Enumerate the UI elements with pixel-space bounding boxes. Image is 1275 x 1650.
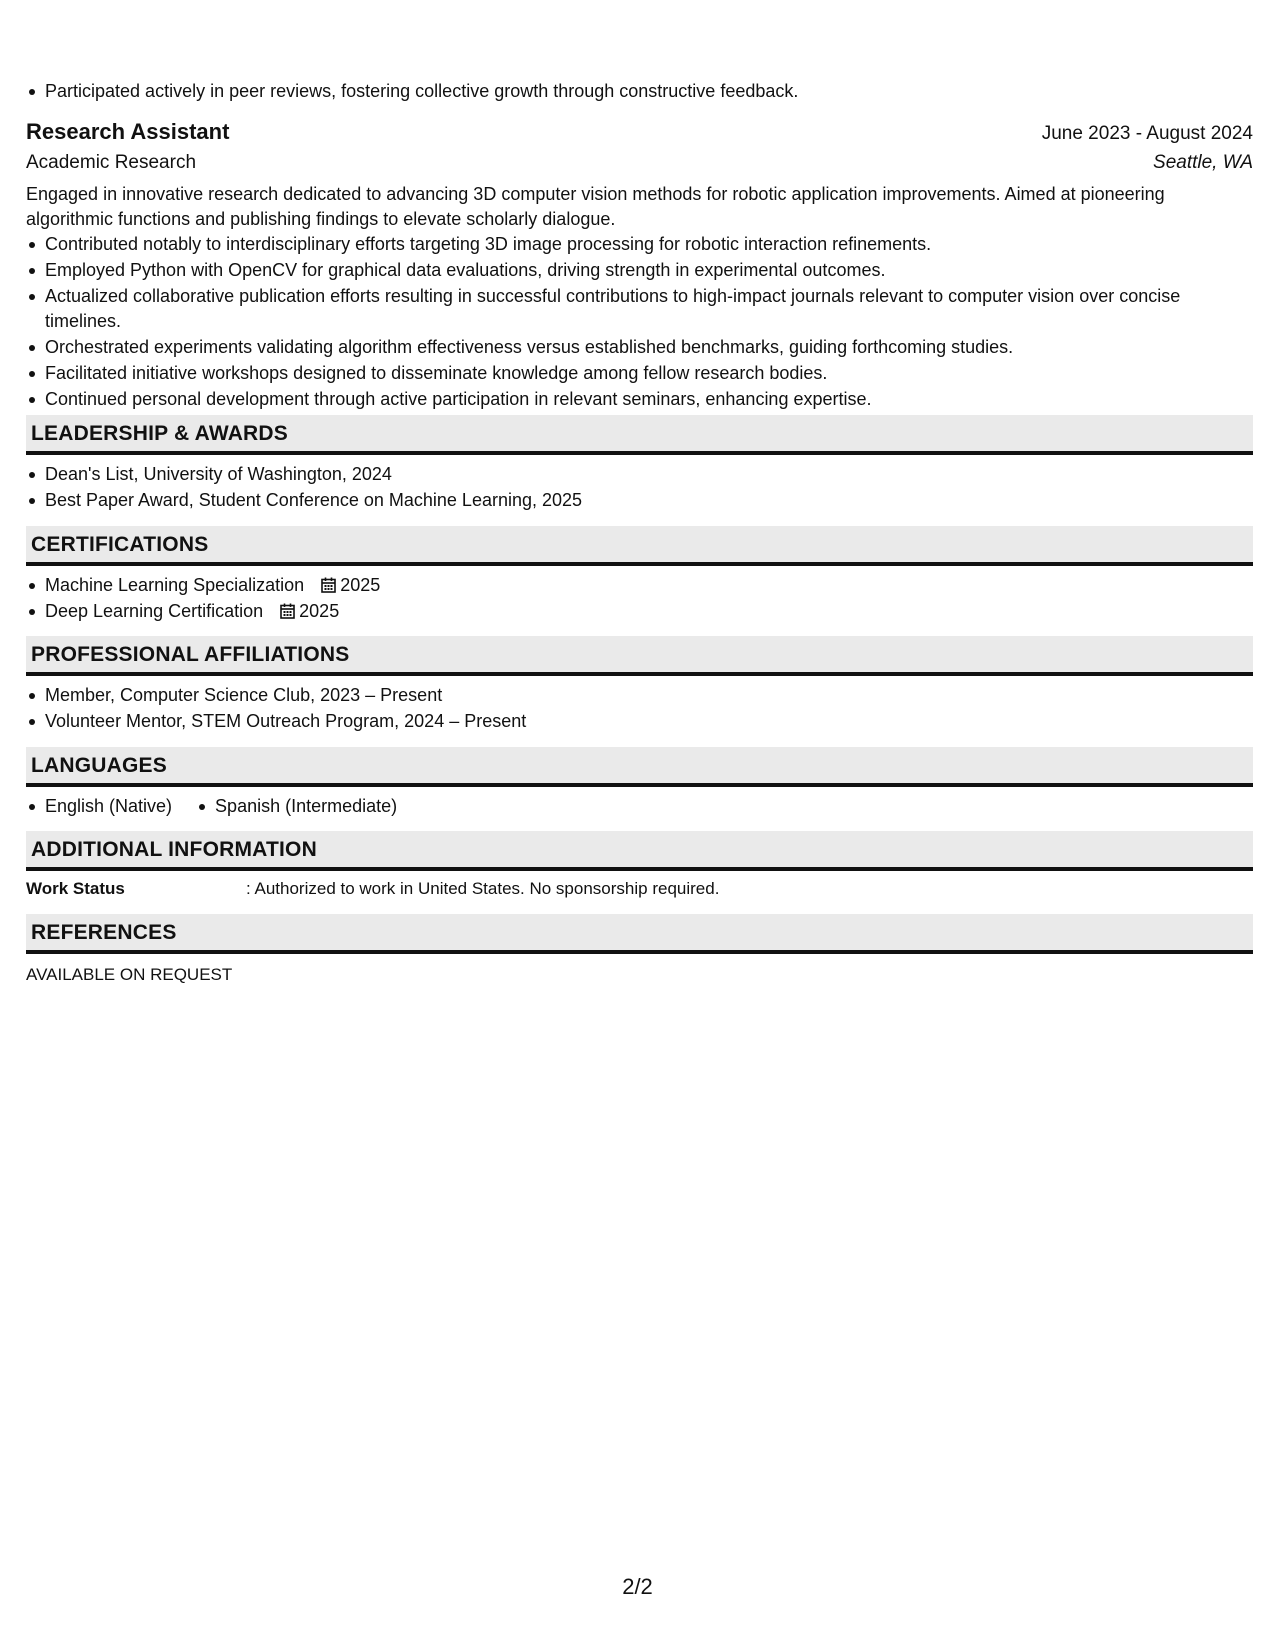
work-status-row [26, 877, 1253, 901]
section-header [26, 747, 1253, 787]
job-entry [26, 118, 1253, 413]
section-title: ADDITIONAL INFORMATION [31, 838, 317, 861]
cert-date [321, 575, 380, 595]
section-header [26, 831, 1253, 871]
list-item: Actualized collaborative publication efforts resulting in successful contributions to high-impact journals relevant to computer vision over concise timelines. [26, 284, 1253, 334]
list-item: Participated actively in peer reviews, fostering collective growth through constructive feedback. [26, 79, 1253, 104]
list-item: Dean's List, University of Washington, 2024 [26, 462, 1253, 487]
job-dates: June 2023 - August 2024 [1041, 123, 1253, 144]
section-header [26, 914, 1253, 954]
job-location: Seattle, WA [1153, 152, 1253, 173]
leadership-section [26, 415, 1253, 514]
section-header [26, 415, 1253, 455]
previous-job-bullets [26, 79, 1253, 105]
list-item: Facilitated initiative workshops designed to disseminate knowledge among fellow research bodies. [26, 361, 1253, 386]
cert-year: 2025 [340, 575, 381, 595]
job-description: Engaged in innovative research dedicated to advancing 3D computer vision methods for robotic application improvements. Aimed at pioneering algorithmic functions and publishing findings to elevate scholarly dialogue. [26, 184, 1165, 229]
section-header [26, 636, 1253, 676]
list-item [26, 599, 1253, 624]
list-item: Contributed notably to interdisciplinary efforts targeting 3D image processing for robotic interaction refinements. [26, 232, 1253, 257]
list-item: Member, Computer Science Club, 2023 – Present [26, 683, 1253, 708]
cert-name: Deep Learning Certification [45, 601, 264, 621]
work-status-label: Work Status [26, 879, 125, 898]
list-item: Employed Python with OpenCV for graphical data evaluations, driving strength in experimental outcomes. [26, 258, 1253, 283]
languages-list [26, 794, 1253, 820]
cert-name: Machine Learning Specialization [45, 575, 305, 595]
leadership-list [26, 462, 1253, 513]
section-title: CERTIFICATIONS [31, 533, 209, 556]
page-number: 2/2 [622, 1574, 653, 1599]
job-bullets [26, 232, 1253, 412]
list-item: English (Native) [26, 794, 172, 819]
work-status-value: : Authorized to work in United States. No sponsorship required. [246, 879, 720, 898]
job-organization: Academic Research [26, 152, 197, 173]
list-item: Spanish (Intermediate) [196, 794, 397, 819]
list-item: Continued personal development through active participation in relevant seminars, enhancing expertise. [26, 387, 1253, 412]
section-title: PROFESSIONAL AFFILIATIONS [31, 643, 350, 666]
affiliations-section [26, 636, 1253, 735]
references-text: AVAILABLE ON REQUEST [26, 965, 233, 984]
cert-year: 2025 [299, 601, 340, 621]
languages-section [26, 747, 1253, 820]
list-item: Orchestrated experiments validating algorithm effectiveness versus established benchmarks, guiding forthcoming studies. [26, 335, 1253, 360]
list-item: Volunteer Mentor, STEM Outreach Program, 2024 – Present [26, 709, 1253, 734]
job-title: Research Assistant [26, 119, 230, 144]
list-item: Best Paper Award, Student Conference on Machine Learning, 2025 [26, 488, 1253, 513]
certifications-list [26, 573, 1253, 624]
section-title: LEADERSHIP & AWARDS [31, 422, 288, 445]
list-item [26, 573, 1253, 598]
section-title: LANGUAGES [31, 754, 167, 777]
cert-date [280, 601, 339, 621]
affiliations-list [26, 683, 1253, 734]
calendar-icon [280, 603, 295, 619]
references-section [26, 914, 1253, 987]
calendar-icon [321, 577, 336, 593]
section-title: REFERENCES [31, 921, 177, 944]
section-header [26, 526, 1253, 566]
certifications-section [26, 526, 1253, 625]
additional-info-section [26, 831, 1253, 901]
